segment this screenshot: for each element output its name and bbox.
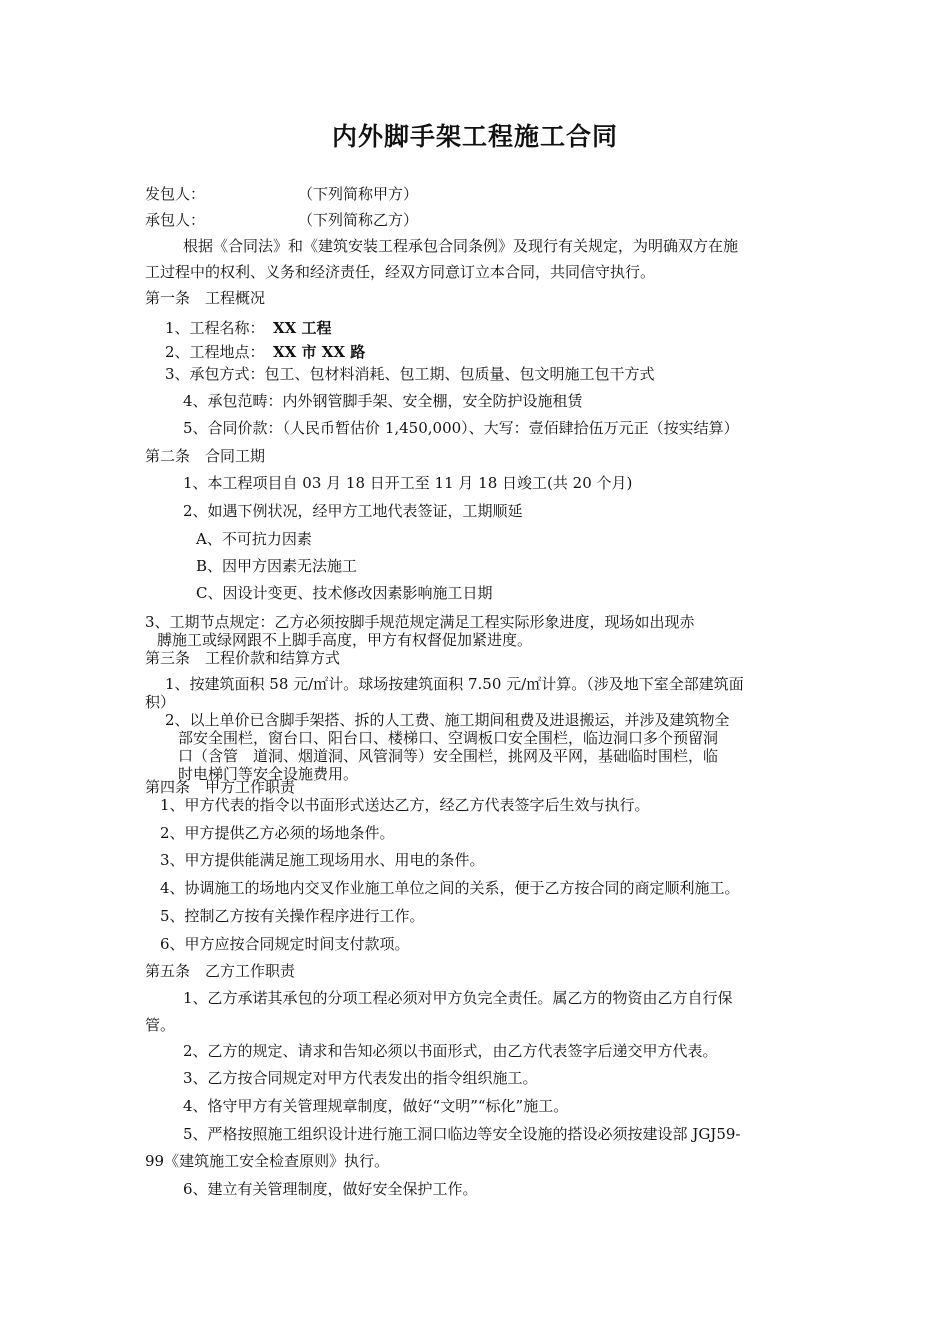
- contractor-note: （下列简称乙方）: [298, 211, 419, 229]
- price-inclusion-line: 时电梯门等安全设施费用。: [178, 765, 359, 783]
- employer-duty: 5、控制乙方按有关操作程序进行工作。: [160, 907, 425, 925]
- project-site-label: 2、工程地点：: [165, 343, 265, 361]
- price-inclusion-line: 2、以上单价已含脚手架搭、拆的人工费、施工期间租费及进退搬运，并涉及建筑物全: [165, 711, 730, 729]
- employer-duty: 4、协调施工的场地内交叉作业施工单位之间的关系，便于乙方按合同的商定顺利施工。: [160, 879, 740, 897]
- contract-mode: 3、承包方式：包工、包材料消耗、包工期、包质量、包文明施工包干方式: [165, 365, 655, 383]
- price-inclusion-line: 口（含管 道洞、烟道洞、风管洞等）安全围栏，挑网及平网，基础临时围栏，临: [178, 747, 719, 765]
- contractor-duty: 2、乙方的规定、请求和告知必须以书面形式，由乙方代表签字后递交甲方代表。: [183, 1042, 718, 1060]
- contractor-duty-line: 管。: [145, 1016, 176, 1034]
- employer-label: 发包人：: [145, 185, 206, 203]
- milestone-rule-line: 3、工期节点规定：乙方必须按脚手规范规定满足工程实际形象进度，现场如出现赤: [145, 613, 695, 631]
- article-2-heading: 第二条 合同工期: [145, 447, 266, 465]
- preamble-line: 工过程中的权利、义务和经济责任，经双方同意订立本合同，共同信守执行。: [145, 263, 656, 281]
- contractor-duty: 6、建立有关管理制度，做好安全保护工作。: [183, 1180, 478, 1198]
- delay-reason: A、不可抗力因素: [196, 530, 312, 548]
- employer-duty: 6、甲方应按合同规定时间支付款项。: [160, 935, 410, 953]
- preamble-line: 根据《合同法》和《建筑安装工程承包合同条例》及现行有关规定，为明确双方在施: [183, 237, 739, 255]
- employer-duty: 1、甲方代表的指令以书面形式送达乙方，经乙方代表签字后生效与执行。: [160, 796, 650, 814]
- project-name-value: XX 工程: [273, 319, 332, 337]
- document-title: 内外脚手架工程施工合同: [331, 122, 618, 151]
- contractor-duty-line: 1、乙方承诺其承包的分项工程必须对甲方负完全责任。属乙方的物资由乙方自行保: [183, 989, 733, 1007]
- contract-price: 5、合同价款：（人民币暂估价 1,450,000）、大写：壹佰肆拾伍万元正（按实结算）: [183, 419, 739, 437]
- schedule-item: 1、本工程项目自 03 月 18 日开工至 11 月 18 日竣工(共 20 个月): [183, 474, 633, 492]
- contractor-duty-line: 99《建筑施工安全检查原则》执行。: [145, 1152, 390, 1170]
- article-4-heading: 第四条 甲方工作职责: [145, 778, 296, 796]
- contract-scope: 4、承包范畴：内外钢管脚手架、安全棚，安全防护设施租赁: [183, 392, 583, 410]
- employer-note: （下列简称甲方）: [298, 185, 419, 203]
- milestone-rule-line: 膊施工或绿网跟不上脚手高度，甲方有权督促加紧进度。: [157, 631, 533, 649]
- contractor-label: 承包人：: [145, 211, 206, 229]
- article-3-heading: 第三条 工程价款和结算方式: [145, 649, 341, 667]
- employer-duty: 2、甲方提供乙方必须的场地条件。: [160, 824, 395, 842]
- article-1-heading: 第一条 工程概况: [145, 289, 266, 307]
- unit-price-line: 积）: [145, 693, 176, 711]
- contractor-duty: 3、乙方按合同规定对甲方代表发出的指令组织施工。: [183, 1069, 538, 1087]
- delay-reason: C、因设计变更、技术修改因素影响施工日期: [196, 584, 493, 602]
- contractor-duty: 4、恪守甲方有关管理规章制度，做好“文明”“标化”施工。: [183, 1097, 569, 1115]
- unit-price-line: 1、按建筑面积 58 元/㎡计。球场按建筑面积 7.50 元/㎡计算。（涉及地下室全部建筑面: [165, 675, 744, 693]
- contractor-duty-line: 5、严格按照施工组织设计进行施工洞口临边等安全设施的搭设必须按建设部 JGJ59-: [183, 1125, 741, 1143]
- project-site-value: XX 市 XX 路: [273, 343, 366, 361]
- article-5-heading: 第五条 乙方工作职责: [145, 962, 296, 980]
- employer-duty: 3、甲方提供能满足施工现场用水、用电的条件。: [160, 851, 485, 869]
- project-name-label: 1、工程名称：: [165, 319, 265, 337]
- price-inclusion-line: 部安全围栏，窗台口、阳台口、楼梯口、空调板口安全围栏，临边洞口多个预留洞: [178, 729, 719, 747]
- schedule-item: 2、如遇下例状况，经甲方工地代表签证，工期顺延: [183, 502, 523, 520]
- delay-reason: B、因甲方因素无法施工: [196, 557, 358, 575]
